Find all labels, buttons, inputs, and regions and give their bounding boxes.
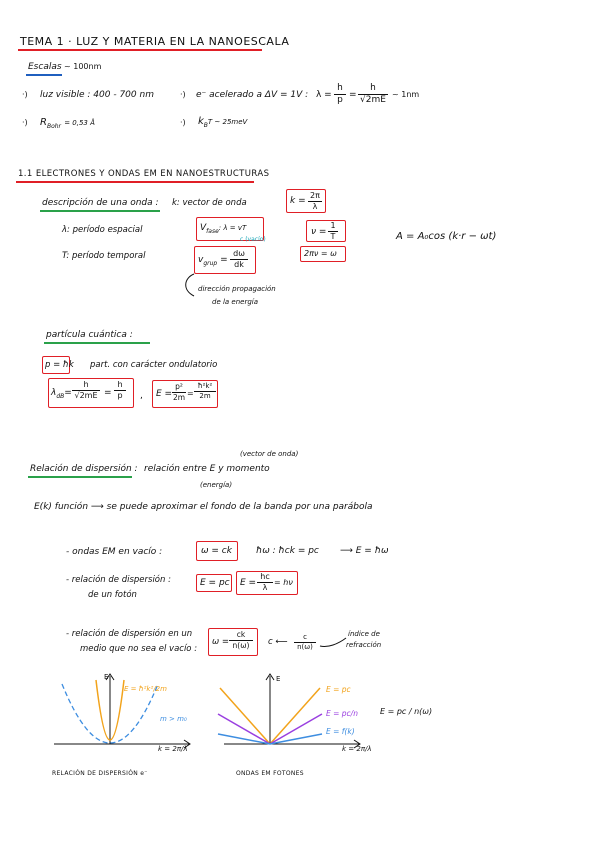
omega-relation: 2πν = ω (304, 249, 337, 258)
propagation-note: dirección propagación (198, 285, 276, 293)
lambda-den: √2mE (360, 95, 386, 106)
k-den: λ (312, 202, 318, 212)
refraction-note: índice de (348, 630, 380, 638)
v: v (198, 255, 204, 265)
vgrup-den: dk (234, 260, 244, 270)
kb-k: k (198, 116, 204, 127)
comma: , (140, 391, 143, 401)
line-label-pc: E = pc (326, 685, 351, 694)
wave-character-desc: part. con carácter ondulatorio (90, 360, 218, 370)
num: c (303, 633, 307, 641)
propagation-bracket (180, 272, 200, 300)
quantum-particle-label: partícula cuántica : (46, 330, 133, 340)
equals: = (64, 388, 72, 398)
den: λ (262, 583, 268, 593)
dispersion-label: Relación de dispersión : (30, 464, 138, 474)
num: ħ²k² (197, 382, 213, 390)
num: h (83, 380, 89, 389)
refraction-arrow (318, 636, 348, 650)
energy-note: (energía) (200, 481, 233, 489)
kt-value: T ~ 25meV (207, 118, 248, 126)
propagation-note: de la energía (212, 298, 259, 306)
T-description: T: período temporal (62, 251, 146, 261)
debroglie-fraction-2 (114, 381, 126, 401)
em-vacuum-label: - ondas EM en vacío : (66, 547, 163, 557)
wave-equation: A = A₀cos (k·r − ωt) (396, 231, 497, 242)
nu-den: T (330, 232, 336, 242)
Ek-function: E(k) función ⟶ se puede aproximar el fondo de la banda por una parábola (34, 502, 373, 512)
left-graph-caption: RELACIÓN DE DISPERSIÓN e⁻ (52, 770, 148, 777)
equals: = (220, 255, 228, 265)
E-h-nu: = hν (274, 578, 293, 587)
visible-light-range: luz visible : 400 - 700 nm (40, 90, 154, 100)
vgrup-lhs (198, 256, 228, 267)
lambda-num: h (370, 83, 376, 93)
den: 2m (172, 392, 186, 402)
lambda: λ (51, 388, 57, 398)
lambda-description: λ: período espacial (62, 225, 143, 235)
section-underline (16, 181, 254, 183)
lambda-den: p (337, 95, 343, 106)
vacuum-note: c (vacío) (240, 236, 266, 243)
nu-fraction (328, 222, 338, 242)
momentum-relation: p = ħk (45, 360, 74, 370)
lambda-lhs: λ = (316, 90, 332, 100)
num: h (117, 380, 123, 389)
bullet: ·) (22, 90, 28, 99)
photon-dispersion-label: de un fotón (88, 590, 137, 600)
lambda-result: ~ 1nm (392, 90, 420, 99)
energy-fraction-2 (194, 383, 216, 401)
wave-description-label: descripción de una onda : (42, 198, 159, 208)
scales-underline (26, 74, 62, 76)
energy-lhs: E = (156, 389, 173, 399)
left-axis-y-label: E (104, 673, 109, 681)
grup-sub: grup (203, 259, 218, 267)
scales-label: Escalas (28, 62, 62, 72)
title-underline (18, 49, 262, 51)
v: V (200, 223, 207, 233)
den: n(ω) (297, 643, 313, 652)
bullet: ·) (22, 118, 28, 127)
fase-sub: fase (206, 227, 219, 235)
k-lhs: k = (290, 196, 306, 206)
equals: = (187, 389, 194, 398)
photon-energy-rel: ħω : ħck = pc (256, 546, 319, 556)
db-sub: dB (56, 392, 65, 400)
wave-underline (40, 210, 160, 212)
bohr-radius (40, 118, 95, 130)
bohr-sub: Bohr (46, 123, 62, 130)
num: hc (260, 572, 270, 581)
line-label-fk: E = f(k) (326, 727, 355, 736)
bohr-r: R (40, 117, 47, 128)
debroglie-lhs (51, 389, 72, 400)
bullet: ·) (180, 118, 186, 127)
dispersion-relation: relación entre E y momento (144, 464, 270, 474)
thermal-energy (198, 117, 247, 129)
page-title: TEMA 1 · LUZ Y MATERIA EN LA NANOESCALA (20, 35, 290, 48)
lambda-fraction-2 (358, 84, 388, 106)
vgrup-fraction (230, 250, 248, 270)
c-over-n-fraction (294, 634, 316, 652)
energy-fraction-1 (172, 383, 186, 402)
num: p² (175, 382, 183, 391)
den: √2mE (74, 391, 98, 401)
k-vector-label: k: vector de onda (172, 198, 247, 208)
medium-dispersion-label: medio que no sea el vacío : (80, 644, 198, 654)
right-axis-y-label: E (276, 675, 281, 683)
vgrup-num: dω (233, 249, 245, 258)
bohr-value: = 0,53 Å (64, 119, 95, 127)
refraction-note: refracción (346, 641, 382, 649)
section-title: 1.1 ELECTRONES Y ONDAS EM EN NANOESTRUCTURAS (18, 169, 270, 179)
c-arrow: c ⟵ (268, 637, 288, 647)
wave-vector-note: (vector de onda) (240, 450, 299, 458)
electron-accelerated: e⁻ acelerado a ΔV = 1V : (196, 90, 309, 100)
E-pc: E = pc (200, 578, 230, 588)
medium-omega-lhs: ω = (212, 637, 229, 647)
line-label-pc-n: E = pc/n (326, 709, 358, 718)
left-axis-x-label: k = 2π/λ (158, 745, 188, 753)
debroglie-fraction-1 (72, 381, 100, 401)
bullet: ·) (180, 90, 186, 99)
medium-dispersion-label: - relación de dispersión en un (66, 629, 193, 639)
den: p (117, 391, 123, 401)
photon-dispersion-label: - relación de dispersión : (66, 575, 171, 585)
free-electron-label: E = ħ²k²/2m (124, 685, 167, 693)
side-equation: E = pc / n(ω) (380, 707, 433, 716)
nu-num: 1 (330, 221, 336, 230)
vfase-rest: : λ = vT (218, 224, 247, 232)
lambda-fraction-1 (334, 84, 346, 106)
num: ck (236, 630, 246, 639)
E-hc-fraction (257, 573, 273, 593)
scales-value: ~ 100nm (64, 62, 102, 71)
den: 2m (199, 392, 211, 401)
quantum-underline (44, 342, 150, 344)
medium-omega-fraction (229, 631, 253, 650)
equals: = (104, 388, 112, 398)
mass-label: m > m₀ (160, 715, 187, 723)
E-hc-lhs: E = (240, 578, 257, 588)
right-graph-caption: ONDAS EM FOTONES (236, 770, 304, 777)
photon-energy-result: ⟶ E = ħω (340, 546, 389, 556)
nu-lhs: ν = (311, 227, 327, 237)
omega-ck: ω = ck (201, 546, 232, 556)
equals: = (349, 90, 357, 100)
dispersion-underline (28, 476, 132, 478)
vfase-formula (200, 224, 246, 235)
k-fraction (308, 192, 322, 212)
right-axis-x-label: k = 2π/λ (342, 745, 372, 753)
lambda-num: h (337, 83, 343, 93)
kb-sub: B (203, 122, 208, 129)
den: n(ω) (232, 640, 250, 650)
k-num: 2π (310, 191, 320, 200)
